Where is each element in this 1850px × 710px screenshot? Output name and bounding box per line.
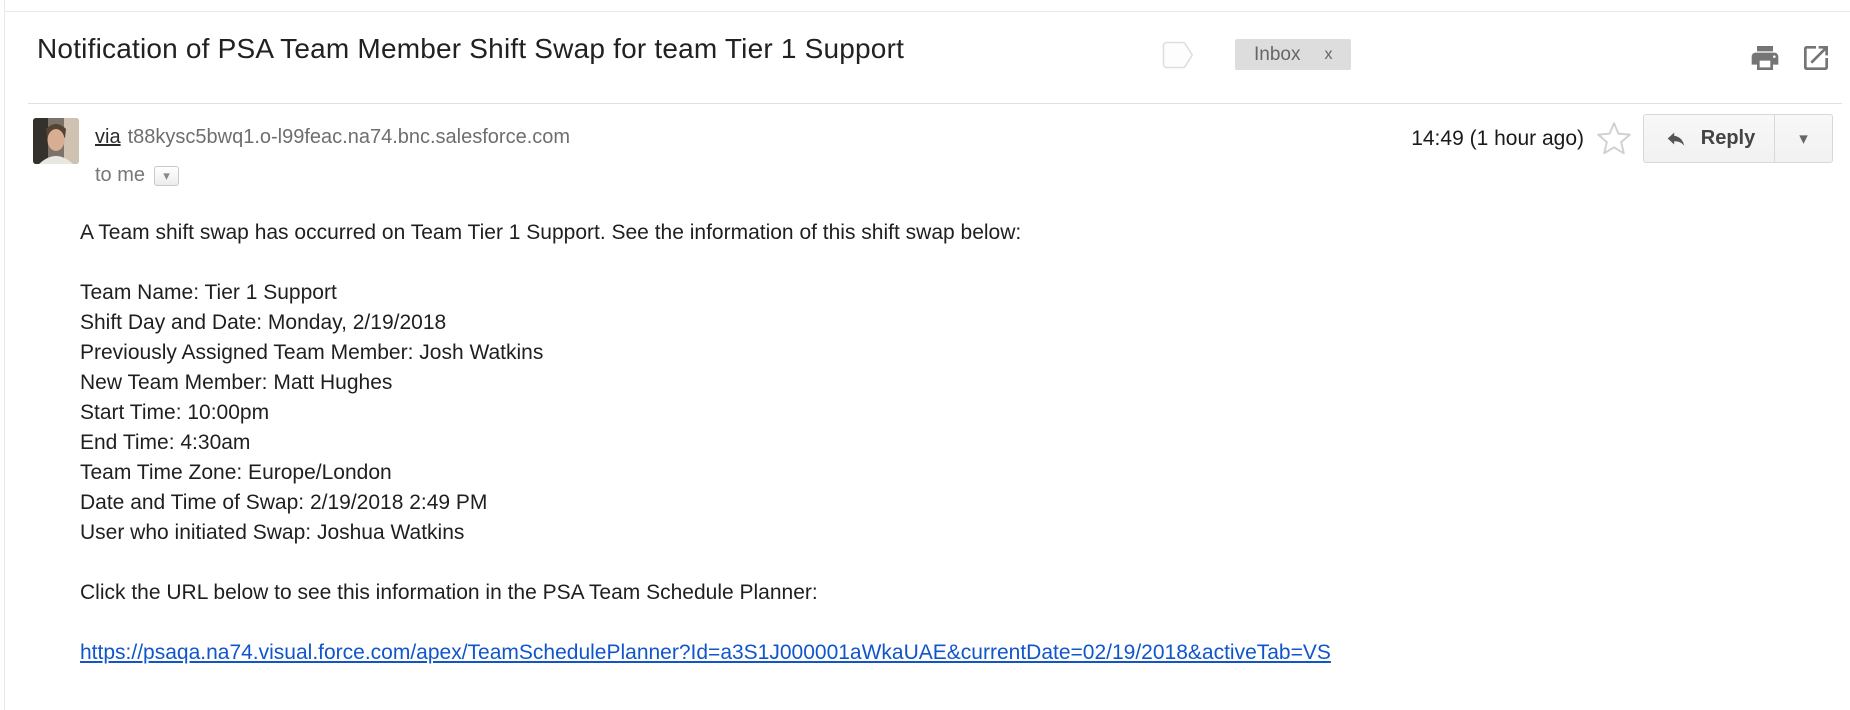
body-intro: A Team shift swap has occurred on Team Tier 1 Support. See the information of this shift swap below: (80, 221, 1022, 244)
body-detail-line: Previously Assigned Team Member: Josh Watkins (80, 341, 544, 364)
sender-avatar[interactable] (33, 118, 79, 164)
body-detail-line: End Time: 4:30am (80, 431, 251, 454)
pane-top-border (5, 11, 1850, 12)
email-body (80, 218, 1800, 668)
schedule-planner-link[interactable]: https://psaqa.na74.visual.force.com/apex/TeamSchedulePlanner?Id=a3S1J000001aWkaUAE&currentDate=02/19/2018&activeTab=VS (80, 641, 1331, 664)
reply-button-label: Reply (1700, 127, 1756, 149)
sender-line (95, 126, 570, 149)
label-remove-icon[interactable]: x (1324, 45, 1333, 63)
reply-dropdown-button[interactable] (1774, 114, 1833, 163)
sender-via-label[interactable]: via (95, 126, 121, 148)
body-detail-line: Team Time Zone: Europe/London (80, 461, 392, 484)
reply-button-group (1643, 114, 1833, 163)
star-icon[interactable] (1595, 120, 1633, 158)
open-in-new-icon[interactable] (1799, 42, 1833, 74)
label-chip-text: Inbox (1254, 43, 1301, 65)
caret-down-icon: ▾ (1799, 129, 1808, 148)
body-detail-line: Team Name: Tier 1 Support (80, 281, 337, 304)
body-detail-line: Date and Time of Swap: 2/19/2018 2:49 PM (80, 491, 488, 514)
body-detail-line: Shift Day and Date: Monday, 2/19/2018 (80, 311, 447, 334)
reply-button[interactable] (1643, 114, 1774, 163)
caret-down-icon: ▾ (163, 168, 170, 183)
body-cta: Click the URL below to see this information in the PSA Team Schedule Planner: (80, 581, 818, 604)
header-divider (28, 103, 1842, 104)
body-detail-line: Start Time: 10:00pm (80, 401, 270, 424)
recipient-line (95, 164, 179, 187)
label-tag-icon (1162, 41, 1194, 69)
pane-left-border (4, 0, 5, 710)
body-detail-line: New Team Member: Matt Hughes (80, 371, 393, 394)
print-icon[interactable] (1748, 42, 1782, 74)
label-chip-inbox[interactable] (1235, 39, 1351, 70)
recipient-text: to me (95, 164, 146, 186)
show-details-button[interactable] (154, 166, 179, 186)
sender-domain: t88kysc5bwq1.o-l99feac.na74.bnc.salesforce.com (127, 126, 571, 148)
body-detail-line: User who initiated Swap: Joshua Watkins (80, 521, 465, 544)
email-subject: Notification of PSA Team Member Shift Swap for team Tier 1 Support (37, 33, 905, 64)
reply-arrow-icon (1663, 128, 1689, 150)
timestamp: 14:49 (1 hour ago) (1411, 127, 1584, 150)
